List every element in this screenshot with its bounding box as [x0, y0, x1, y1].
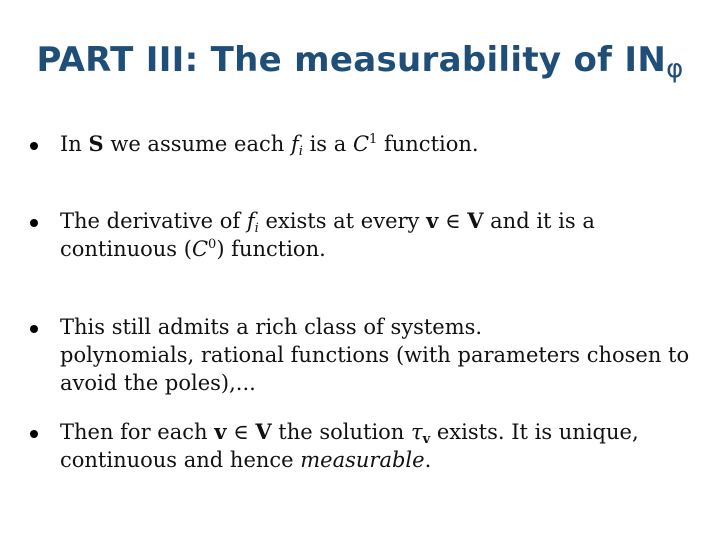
- bullet-item-2: [30, 207, 690, 263]
- bullet-dot: [30, 142, 38, 150]
- text: continuous (: [60, 237, 192, 261]
- text: Then for each: [60, 420, 215, 444]
- title-subscript: φ: [666, 54, 684, 84]
- math-subscript: v: [422, 432, 431, 447]
- text: and it is a: [483, 209, 595, 233]
- text: is a: [302, 132, 353, 156]
- math-symbol: f: [290, 132, 299, 156]
- bullet-line: This still admits a rich class of systems.: [60, 315, 483, 339]
- math-symbol: τ: [411, 420, 423, 444]
- math-superscript: 0: [208, 237, 217, 252]
- math-symbol: f: [246, 209, 255, 233]
- bullet-line: [60, 418, 690, 446]
- bullet-text: [60, 207, 690, 263]
- text: exists at every: [258, 209, 427, 233]
- bullet-line: polynomials, rational functions (with parameters chosen to: [60, 343, 690, 367]
- text: the solution: [271, 420, 412, 444]
- bullet-dot: [30, 430, 38, 438]
- bullet-text: [60, 130, 690, 158]
- bullet-line: [60, 130, 690, 158]
- bullet-text: [60, 313, 690, 397]
- set-symbol: V: [255, 419, 272, 444]
- text: ) function.: [216, 237, 326, 261]
- text: function.: [377, 132, 479, 156]
- set-symbol: V: [467, 208, 484, 233]
- bullet-line: [60, 446, 690, 474]
- bullet-item-1: [30, 130, 690, 158]
- emphasis-text: measurable: [300, 448, 425, 472]
- bullet-dot: [30, 219, 38, 227]
- text: .: [424, 448, 432, 472]
- bullet-line: [60, 207, 690, 235]
- text: continuous and hence: [60, 448, 301, 472]
- vector-symbol: v: [426, 208, 439, 233]
- text: ∈: [438, 209, 468, 233]
- math-subscript: i: [254, 221, 259, 236]
- vector-symbol: v: [214, 419, 227, 444]
- math-subscript: i: [298, 144, 303, 159]
- bullet-item-4: [30, 418, 690, 474]
- bullet-item-3: [30, 313, 690, 397]
- title-text: PART III: The measurability of IN: [36, 40, 667, 80]
- set-symbol: S: [88, 131, 104, 156]
- bullet-dot: [30, 325, 38, 333]
- text: The derivative of: [60, 209, 247, 233]
- bullet-line: avoid the poles),...: [60, 371, 256, 395]
- bullet-line: [60, 235, 690, 263]
- text: ∈: [226, 420, 256, 444]
- math-superscript: 1: [369, 132, 378, 147]
- slide-title: [0, 40, 720, 84]
- bullet-text: [60, 418, 690, 474]
- text: In: [60, 132, 89, 156]
- math-symbol: C: [191, 237, 209, 261]
- text: we assume each: [103, 132, 291, 156]
- text: exists. It is unique,: [430, 420, 639, 444]
- math-symbol: C: [352, 132, 370, 156]
